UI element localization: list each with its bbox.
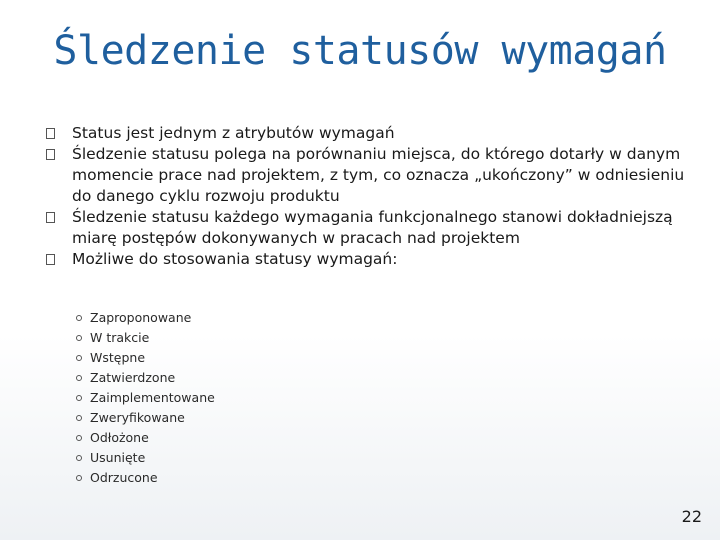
bullet-list: [46, 123, 686, 270]
bullet-item: [46, 249, 686, 270]
status-text: Wstępne: [90, 350, 146, 365]
status-item: [76, 348, 376, 368]
circle-bullet-icon: [76, 475, 82, 481]
status-list: [76, 308, 376, 488]
bullet-text: Śledzenie statusu polega na porównaniu miejsca, do którego dotarły w danym momencie prace nad projektem, z tym, co oznacza „ukończony” w odniesieniu do danego cyklu rozwoju produktu: [72, 145, 685, 205]
bullet-text: Status jest jednym z atrybutów wymagań: [72, 124, 395, 142]
status-item: [76, 448, 376, 468]
status-text: Zatwierdzone: [90, 370, 176, 385]
status-text: Odrzucone: [90, 470, 158, 485]
circle-bullet-icon: [76, 435, 82, 441]
circle-bullet-icon: [76, 455, 82, 461]
status-item: [76, 328, 376, 348]
status-text: W trakcie: [90, 330, 150, 345]
circle-bullet-icon: [76, 355, 82, 361]
status-item: [76, 468, 376, 488]
status-text: Zweryfikowane: [90, 410, 185, 425]
bullet-item: [46, 144, 686, 207]
circle-bullet-icon: [76, 375, 82, 381]
status-item: [76, 428, 376, 448]
bullet-item: [46, 123, 686, 144]
checkbox-bullet-icon: [46, 149, 55, 160]
bullet-text: Możliwe do stosowania statusy wymagań:: [72, 250, 398, 268]
circle-bullet-icon: [76, 315, 82, 321]
bullet-text: Śledzenie statusu każdego wymagania funkcjonalnego stanowi dokładniejszą miarę postępów dokonywanych w pracach nad projektem: [72, 208, 673, 247]
circle-bullet-icon: [76, 335, 82, 341]
circle-bullet-icon: [76, 415, 82, 421]
bullet-item: [46, 207, 686, 249]
status-item: [76, 408, 376, 428]
slide-title: Śledzenie statusów wymagań: [53, 28, 667, 74]
page-number: 22: [681, 507, 702, 526]
checkbox-bullet-icon: [46, 128, 55, 139]
status-text: Zaimplementowane: [90, 390, 215, 405]
status-item: [76, 388, 376, 408]
status-text: Odłożone: [90, 430, 149, 445]
status-text: Zaproponowane: [90, 310, 192, 325]
checkbox-bullet-icon: [46, 254, 55, 265]
status-text: Usunięte: [90, 450, 146, 465]
checkbox-bullet-icon: [46, 212, 55, 223]
status-item: [76, 308, 376, 328]
status-item: [76, 368, 376, 388]
circle-bullet-icon: [76, 395, 82, 401]
